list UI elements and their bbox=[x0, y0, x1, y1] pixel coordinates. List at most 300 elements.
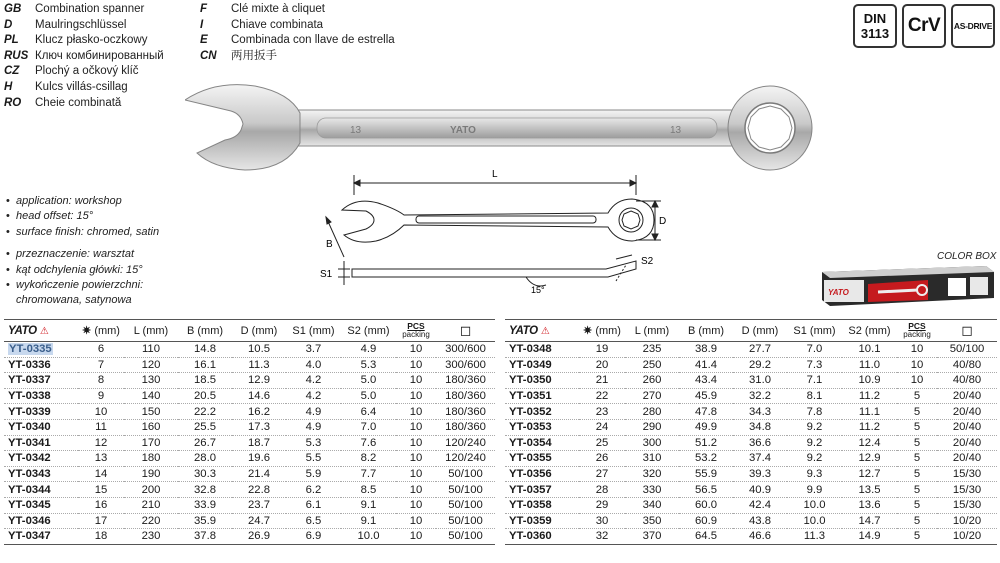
s1-value: 9.2 bbox=[787, 435, 842, 451]
length-value: 340 bbox=[625, 497, 679, 513]
s2-value: 12.7 bbox=[842, 466, 897, 482]
language-code: RO bbox=[4, 96, 22, 109]
packing-value: 50/100 bbox=[436, 466, 495, 482]
table-row[interactable] bbox=[505, 373, 997, 389]
size-value: 29 bbox=[579, 497, 625, 513]
table-row[interactable] bbox=[505, 497, 997, 513]
size-value: 32 bbox=[579, 529, 625, 545]
d-value: 43.8 bbox=[733, 513, 787, 529]
feature-item: • application: workshop bbox=[6, 195, 122, 207]
b-value: 35.9 bbox=[178, 513, 232, 529]
size-value: 24 bbox=[579, 419, 625, 435]
language-name: Kulcs villás-csillag bbox=[35, 80, 128, 93]
b-value: 25.5 bbox=[178, 419, 232, 435]
header-brand: YATO ⚠ bbox=[505, 320, 579, 342]
product-code: YT-0336 bbox=[4, 357, 78, 373]
language-code: E bbox=[200, 34, 208, 47]
packing-value: 15/30 bbox=[937, 466, 997, 482]
header-length: L (mm) bbox=[124, 320, 178, 342]
d-value: 36.6 bbox=[733, 435, 787, 451]
s1-value: 9.2 bbox=[787, 419, 842, 435]
length-value: 180 bbox=[124, 451, 178, 467]
length-value: 210 bbox=[124, 497, 178, 513]
language-name: Cheie combinată bbox=[35, 96, 122, 109]
d-value: 26.9 bbox=[232, 529, 286, 545]
length-value: 120 bbox=[124, 357, 178, 373]
table-row[interactable] bbox=[505, 419, 997, 435]
pcs-value: 10 bbox=[897, 342, 937, 358]
table-header-row bbox=[505, 320, 997, 342]
language-row bbox=[4, 18, 164, 34]
s2-value: 5.0 bbox=[341, 373, 396, 389]
length-value: 260 bbox=[625, 373, 679, 389]
b-value: 49.9 bbox=[679, 419, 733, 435]
language-code: PL bbox=[4, 34, 19, 47]
din-number: 3113 bbox=[860, 26, 890, 41]
pcs-value: 10 bbox=[396, 357, 436, 373]
feature-item: • head offset: 15° bbox=[6, 210, 94, 223]
product-code: YT-0341 bbox=[4, 435, 78, 451]
spec-table-right bbox=[505, 319, 997, 545]
pcs-value: 5 bbox=[897, 388, 937, 404]
pcs-value: 5 bbox=[897, 466, 937, 482]
table-row[interactable] bbox=[4, 404, 495, 420]
table-row[interactable] bbox=[505, 529, 997, 545]
table-row[interactable] bbox=[505, 513, 997, 529]
s2-value: 8.2 bbox=[341, 451, 396, 467]
b-value: 32.8 bbox=[178, 482, 232, 498]
d-value: 46.6 bbox=[733, 529, 787, 545]
header-box bbox=[436, 320, 495, 342]
length-value: 250 bbox=[625, 357, 679, 373]
language-code: D bbox=[4, 18, 13, 31]
feature-item: chromowana, satynowa bbox=[16, 294, 132, 307]
header-s1: S1 (mm) bbox=[286, 320, 341, 342]
table-row[interactable] bbox=[505, 435, 997, 451]
d-value: 21.4 bbox=[232, 466, 286, 482]
table-row[interactable] bbox=[4, 513, 495, 529]
spanner-brand: YATO bbox=[450, 125, 476, 136]
pcs-value: 5 bbox=[897, 513, 937, 529]
s1-value: 6.9 bbox=[286, 529, 341, 545]
length-value: 300 bbox=[625, 435, 679, 451]
pcs-value: 10 bbox=[396, 513, 436, 529]
table-row[interactable] bbox=[505, 404, 997, 420]
table-row[interactable] bbox=[4, 435, 495, 451]
size-value: 16 bbox=[78, 497, 124, 513]
pcs-value: 5 bbox=[897, 419, 937, 435]
packing-value: 10/20 bbox=[937, 529, 997, 545]
s2-value: 13.5 bbox=[842, 482, 897, 498]
product-code: YT-0353 bbox=[505, 419, 579, 435]
pcs-value: 10 bbox=[396, 435, 436, 451]
b-value: 37.8 bbox=[178, 529, 232, 545]
size-value: 15 bbox=[78, 482, 124, 498]
s2-value: 11.2 bbox=[842, 419, 897, 435]
language-row bbox=[200, 18, 395, 34]
packing-value: 300/600 bbox=[436, 342, 495, 358]
hex-nut-icon: ✷ bbox=[82, 325, 92, 337]
pcs-value: 10 bbox=[396, 404, 436, 420]
length-value: 310 bbox=[625, 451, 679, 467]
color-box-image bbox=[818, 262, 996, 310]
feature-item: • kąt odchylenia główki: 15° bbox=[6, 263, 143, 276]
feature-item: • przeznaczenie: warsztat bbox=[6, 248, 134, 261]
header-brand: YATO ⚠ bbox=[4, 320, 78, 342]
d-value: 31.0 bbox=[733, 373, 787, 389]
pcs-value: 10 bbox=[396, 482, 436, 498]
size-value: 10 bbox=[78, 404, 124, 420]
product-code: YT-0358 bbox=[505, 497, 579, 513]
s1-value: 6.5 bbox=[286, 513, 341, 529]
product-code: YT-0342 bbox=[4, 451, 78, 467]
s1-value: 4.2 bbox=[286, 373, 341, 389]
din-3113-badge bbox=[853, 4, 897, 48]
s1-value: 8.1 bbox=[787, 388, 842, 404]
language-row bbox=[4, 33, 164, 49]
s1-value: 7.3 bbox=[787, 357, 842, 373]
product-code: YT-0346 bbox=[4, 513, 78, 529]
s2-value: 14.7 bbox=[842, 513, 897, 529]
s1-value: 7.8 bbox=[787, 404, 842, 420]
product-code: YT-0347 bbox=[4, 529, 78, 545]
size-value: 14 bbox=[78, 466, 124, 482]
packing-value: 50/100 bbox=[436, 497, 495, 513]
s2-value: 13.6 bbox=[842, 497, 897, 513]
size-value: 25 bbox=[579, 435, 625, 451]
crv-label: CrV bbox=[907, 15, 941, 36]
header-b: B (mm) bbox=[679, 320, 733, 342]
box-icon: ◻ bbox=[961, 322, 973, 338]
b-value: 45.9 bbox=[679, 388, 733, 404]
product-code: YT-0349 bbox=[505, 357, 579, 373]
language-name: 两用扳手 bbox=[231, 49, 277, 62]
size-value: 21 bbox=[579, 373, 625, 389]
packing-value: 120/240 bbox=[436, 451, 495, 467]
language-code: GB bbox=[4, 3, 22, 15]
s2-value: 10.1 bbox=[842, 342, 897, 358]
s2-value: 7.6 bbox=[341, 435, 396, 451]
pcs-value: 5 bbox=[897, 435, 937, 451]
pcs-value: 10 bbox=[396, 466, 436, 482]
s2-value: 10.9 bbox=[842, 373, 897, 389]
b-value: 38.9 bbox=[679, 342, 733, 358]
packing-value: 50/100 bbox=[436, 482, 495, 498]
packing-value: 300/600 bbox=[436, 357, 495, 373]
b-value: 20.5 bbox=[178, 388, 232, 404]
table-row[interactable] bbox=[505, 342, 997, 358]
size-value: 30 bbox=[579, 513, 625, 529]
header-size: ✷ (mm) bbox=[579, 320, 625, 342]
language-code: RUS bbox=[4, 49, 29, 62]
feature-list bbox=[6, 194, 159, 309]
size-value: 20 bbox=[579, 357, 625, 373]
feature-item: • surface finish: chromed, satin bbox=[6, 225, 160, 238]
pcs-value: 10 bbox=[396, 373, 436, 389]
b-value: 60.9 bbox=[679, 513, 733, 529]
d-value: 34.3 bbox=[733, 404, 787, 420]
s1-value: 9.9 bbox=[787, 482, 842, 498]
s1-value: 4.0 bbox=[286, 357, 341, 373]
color-box-brand: YATO bbox=[828, 288, 849, 297]
product-code: YT-0355 bbox=[505, 451, 579, 467]
product-code: YT-0345 bbox=[4, 497, 78, 513]
packing-value: 20/40 bbox=[937, 388, 997, 404]
table-row[interactable] bbox=[4, 466, 495, 482]
length-value: 320 bbox=[625, 466, 679, 482]
length-value: 280 bbox=[625, 404, 679, 420]
table-row[interactable] bbox=[4, 388, 495, 404]
product-code: YT-0356 bbox=[505, 466, 579, 482]
d-value: 22.8 bbox=[232, 482, 286, 498]
b-value: 60.0 bbox=[679, 497, 733, 513]
product-code: YT-0340 bbox=[4, 419, 78, 435]
s2-value: 12.9 bbox=[842, 451, 897, 467]
pcs-value: 10 bbox=[897, 357, 937, 373]
s2-value: 4.9 bbox=[341, 342, 396, 358]
length-value: 330 bbox=[625, 482, 679, 498]
size-value: 11 bbox=[78, 419, 124, 435]
packing-value: 15/30 bbox=[937, 482, 997, 498]
s2-value: 14.9 bbox=[842, 529, 897, 545]
header-d: D (mm) bbox=[733, 320, 787, 342]
pcs-value: 5 bbox=[897, 451, 937, 467]
s2-value: 8.5 bbox=[341, 482, 396, 498]
size-value: 12 bbox=[78, 435, 124, 451]
language-name: Ключ комбинированный bbox=[35, 49, 164, 62]
dim-label-angle: 15° bbox=[531, 285, 545, 295]
header-pcs: PCS packing bbox=[396, 320, 436, 342]
language-name: Combinada con llave de estrella bbox=[231, 34, 395, 47]
table-row[interactable] bbox=[4, 373, 495, 389]
size-value: 23 bbox=[579, 404, 625, 420]
length-value: 270 bbox=[625, 388, 679, 404]
table-row[interactable] bbox=[4, 342, 495, 358]
language-code: F bbox=[200, 3, 208, 15]
packing-value: 50/100 bbox=[937, 342, 997, 358]
table-row[interactable] bbox=[4, 419, 495, 435]
dim-label-d: D bbox=[659, 216, 667, 227]
s1-value: 5.5 bbox=[286, 451, 341, 467]
size-value: 9 bbox=[78, 388, 124, 404]
warning-triangle-icon: ⚠ bbox=[39, 325, 49, 337]
s1-value: 10.0 bbox=[787, 497, 842, 513]
language-code: I bbox=[200, 18, 204, 31]
language-row bbox=[4, 96, 164, 112]
d-value: 29.2 bbox=[733, 357, 787, 373]
header-s2: S2 (mm) bbox=[341, 320, 396, 342]
language-row bbox=[200, 33, 395, 49]
dimension-diagram bbox=[316, 165, 686, 300]
language-list-right bbox=[200, 2, 395, 64]
packing-value: 20/40 bbox=[937, 435, 997, 451]
language-name: Combination spanner bbox=[35, 3, 145, 15]
packing-value: 40/80 bbox=[937, 373, 997, 389]
b-value: 26.7 bbox=[178, 435, 232, 451]
length-value: 130 bbox=[124, 373, 178, 389]
header-size: ✷ (mm) bbox=[78, 320, 124, 342]
language-row bbox=[4, 80, 164, 96]
length-value: 110 bbox=[124, 342, 178, 358]
table-row[interactable] bbox=[505, 466, 997, 482]
language-name: Chiave combinata bbox=[231, 18, 324, 31]
header-s2: S2 (mm) bbox=[842, 320, 897, 342]
s1-value: 7.0 bbox=[787, 342, 842, 358]
table-row[interactable] bbox=[505, 357, 997, 373]
product-code: YT-0359 bbox=[505, 513, 579, 529]
b-value: 22.2 bbox=[178, 404, 232, 420]
packing-value: 10/20 bbox=[937, 513, 997, 529]
b-value: 64.5 bbox=[679, 529, 733, 545]
s1-value: 3.7 bbox=[286, 342, 341, 358]
language-row bbox=[200, 49, 395, 65]
header-s1: S1 (mm) bbox=[787, 320, 842, 342]
pcs-value: 5 bbox=[897, 497, 937, 513]
as-drive-label: AS-DRIVE bbox=[953, 21, 993, 31]
spanner-size-right: 13 bbox=[670, 125, 682, 136]
s1-value: 5.3 bbox=[286, 435, 341, 451]
header-pcs: PCS packing bbox=[897, 320, 937, 342]
spanner-photo bbox=[185, 78, 815, 178]
product-code: YT-0360 bbox=[505, 529, 579, 545]
d-value: 16.2 bbox=[232, 404, 286, 420]
b-value: 55.9 bbox=[679, 466, 733, 482]
b-value: 16.1 bbox=[178, 357, 232, 373]
length-value: 140 bbox=[124, 388, 178, 404]
d-value: 32.2 bbox=[733, 388, 787, 404]
b-value: 14.8 bbox=[178, 342, 232, 358]
packing-value: 15/30 bbox=[937, 497, 997, 513]
pcs-value: 5 bbox=[897, 529, 937, 545]
language-list-left bbox=[4, 2, 164, 111]
length-value: 290 bbox=[625, 419, 679, 435]
language-name: Klucz płasko-oczkowy bbox=[35, 34, 148, 47]
s2-value: 11.1 bbox=[842, 404, 897, 420]
length-value: 230 bbox=[124, 529, 178, 545]
dim-label-l: L bbox=[492, 169, 498, 180]
table-row[interactable] bbox=[4, 357, 495, 373]
b-value: 18.5 bbox=[178, 373, 232, 389]
product-code: YT-0335 bbox=[4, 342, 78, 358]
table-row[interactable] bbox=[505, 451, 997, 467]
size-value: 18 bbox=[78, 529, 124, 545]
hex-nut-icon: ✷ bbox=[583, 325, 593, 337]
packing-value: 180/360 bbox=[436, 404, 495, 420]
d-value: 12.9 bbox=[232, 373, 286, 389]
table-row[interactable] bbox=[505, 388, 997, 404]
table-row[interactable] bbox=[505, 482, 997, 498]
s1-value: 4.9 bbox=[286, 404, 341, 420]
product-code: YT-0351 bbox=[505, 388, 579, 404]
table-row[interactable] bbox=[4, 529, 495, 545]
d-value: 19.6 bbox=[232, 451, 286, 467]
packing-value: 20/40 bbox=[937, 419, 997, 435]
d-value: 14.6 bbox=[232, 388, 286, 404]
pcs-value: 10 bbox=[396, 388, 436, 404]
product-code: YT-0343 bbox=[4, 466, 78, 482]
s1-value: 9.3 bbox=[787, 466, 842, 482]
language-name: Clé mixte à cliquet bbox=[231, 3, 325, 15]
product-code: YT-0339 bbox=[4, 404, 78, 420]
table-row[interactable] bbox=[4, 497, 495, 513]
size-value: 27 bbox=[579, 466, 625, 482]
language-row bbox=[4, 2, 164, 18]
packing-value: 180/360 bbox=[436, 373, 495, 389]
product-code: YT-0348 bbox=[505, 342, 579, 358]
s1-value: 10.0 bbox=[787, 513, 842, 529]
language-code: CZ bbox=[4, 65, 20, 78]
s2-value: 11.0 bbox=[842, 357, 897, 373]
spanner-size-left: 13 bbox=[350, 125, 362, 136]
length-value: 170 bbox=[124, 435, 178, 451]
packing-value: 50/100 bbox=[436, 513, 495, 529]
din-label: DIN bbox=[863, 11, 887, 26]
packing-value: 20/40 bbox=[937, 404, 997, 420]
size-value: 17 bbox=[78, 513, 124, 529]
b-value: 41.4 bbox=[679, 357, 733, 373]
length-value: 200 bbox=[124, 482, 178, 498]
s2-value: 5.0 bbox=[341, 388, 396, 404]
crv-badge bbox=[902, 4, 946, 48]
packing-value: 50/100 bbox=[436, 529, 495, 545]
table-row[interactable] bbox=[4, 482, 495, 498]
s1-value: 4.2 bbox=[286, 388, 341, 404]
pcs-value: 10 bbox=[897, 373, 937, 389]
s2-value: 6.4 bbox=[341, 404, 396, 420]
length-value: 350 bbox=[625, 513, 679, 529]
length-value: 150 bbox=[124, 404, 178, 420]
size-value: 28 bbox=[579, 482, 625, 498]
dim-label-s1: S1 bbox=[320, 269, 333, 280]
packing-value: 180/360 bbox=[436, 419, 495, 435]
packing-value: 20/40 bbox=[937, 451, 997, 467]
length-value: 235 bbox=[625, 342, 679, 358]
product-code: YT-0337 bbox=[4, 373, 78, 389]
pcs-value: 10 bbox=[396, 529, 436, 545]
b-value: 43.4 bbox=[679, 373, 733, 389]
d-value: 18.7 bbox=[232, 435, 286, 451]
language-row bbox=[4, 64, 164, 80]
s1-value: 6.2 bbox=[286, 482, 341, 498]
header-box bbox=[937, 320, 997, 342]
language-code: CN bbox=[200, 49, 217, 62]
s2-value: 5.3 bbox=[341, 357, 396, 373]
size-value: 19 bbox=[579, 342, 625, 358]
table-row[interactable] bbox=[4, 451, 495, 467]
box-icon: ◻ bbox=[459, 322, 472, 338]
d-value: 24.7 bbox=[232, 513, 286, 529]
pcs-value: 10 bbox=[396, 497, 436, 513]
header-d: D (mm) bbox=[232, 320, 286, 342]
packing-value: 120/240 bbox=[436, 435, 495, 451]
size-value: 7 bbox=[78, 357, 124, 373]
d-value: 39.3 bbox=[733, 466, 787, 482]
s1-value: 5.9 bbox=[286, 466, 341, 482]
product-code: YT-0344 bbox=[4, 482, 78, 498]
size-value: 8 bbox=[78, 373, 124, 389]
length-value: 160 bbox=[124, 419, 178, 435]
product-code: YT-0354 bbox=[505, 435, 579, 451]
table-header-row bbox=[4, 320, 495, 342]
length-value: 190 bbox=[124, 466, 178, 482]
d-value: 42.4 bbox=[733, 497, 787, 513]
language-code: H bbox=[4, 80, 13, 93]
s1-value: 6.1 bbox=[286, 497, 341, 513]
size-value: 26 bbox=[579, 451, 625, 467]
s2-value: 9.1 bbox=[341, 513, 396, 529]
product-code: YT-0338 bbox=[4, 388, 78, 404]
s2-value: 11.2 bbox=[842, 388, 897, 404]
